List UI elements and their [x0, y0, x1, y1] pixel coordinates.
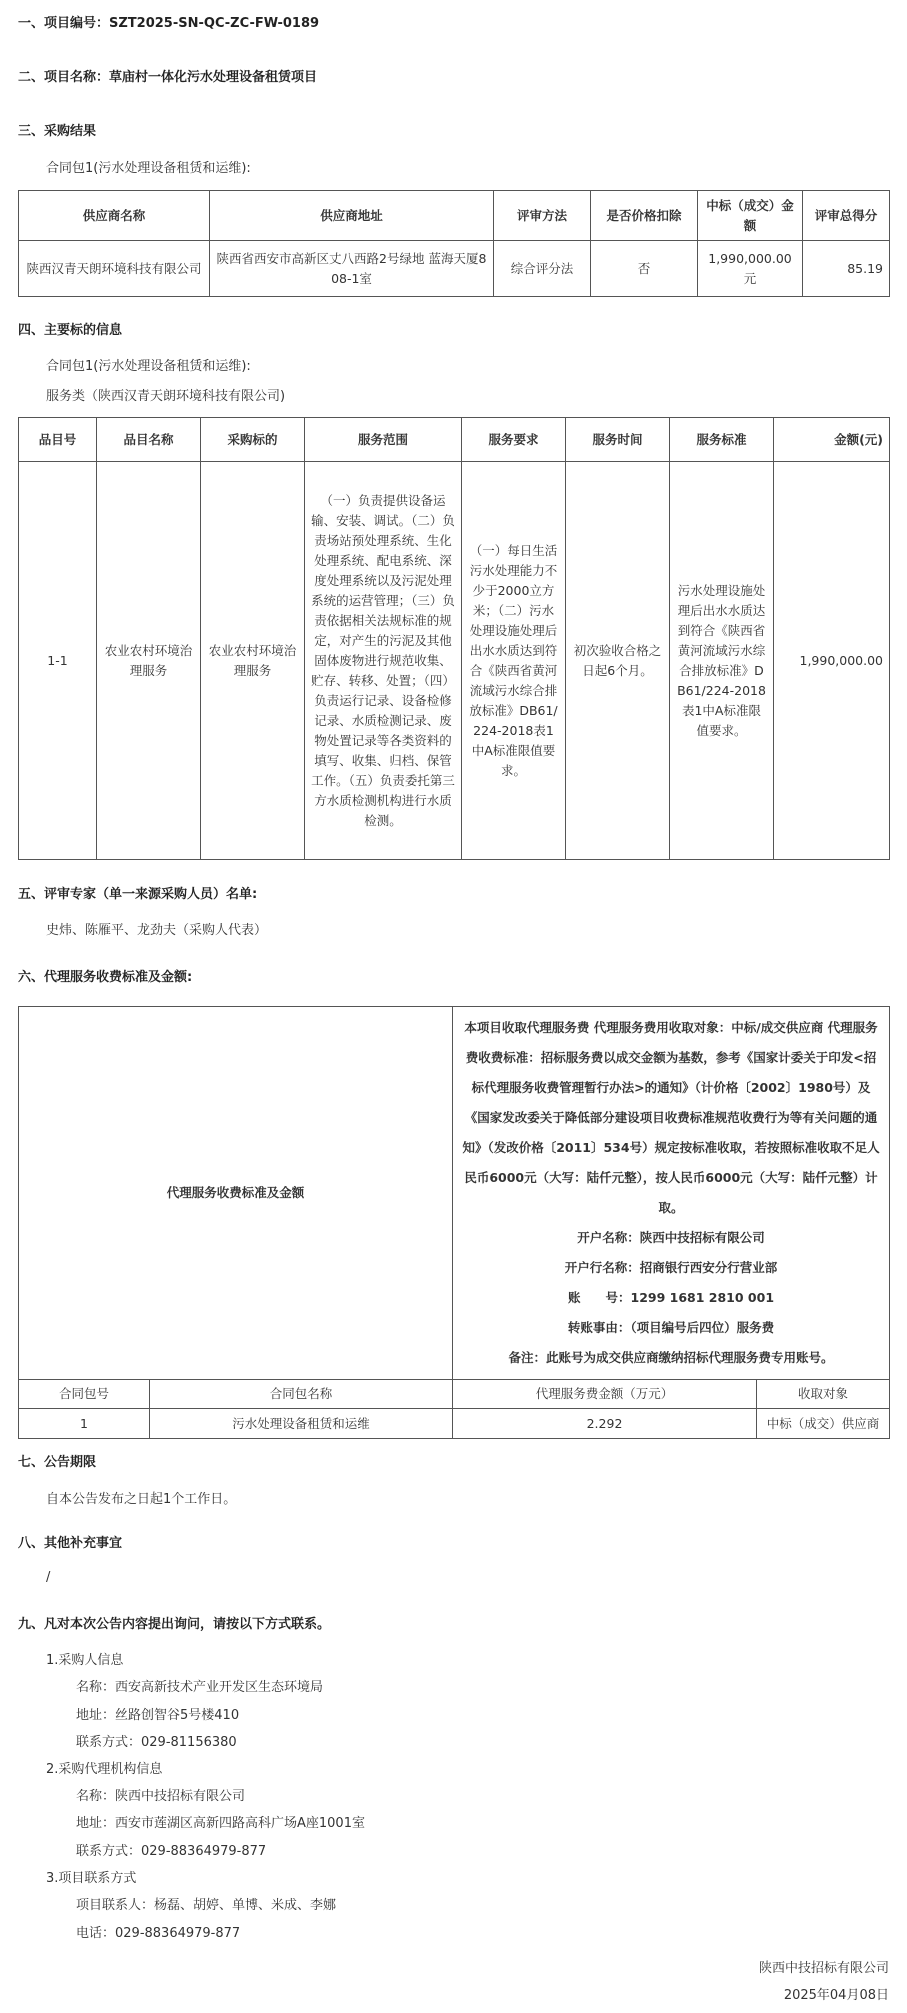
subject-cell-amount: 1,990,000.00 [774, 462, 890, 860]
result-package-label: 合同包1(污水处理设备租赁和运维): [46, 161, 251, 176]
subject-cell-scope: （一）负责提供设备运输、安装、调试。（二）负责场站预处理系统、生化处理系统、配电系统、深度处理系统以及污泥处理系统的运营管理；（三）负责依据相关法规标准的规定，对产生的污泥及其他固体废物进行规范收集、贮存、转移、处置；（四）负责运行记录、设备检修记录、水质检测记录、废物处置记录等各类资料的填写、收集、归档、保管工作。（五）负责委托第三方水质检测机构进行水质检测。 [305, 462, 462, 860]
fee-standard-paragraph: 本项目收取代理服务费 代理服务费用收取对象：中标/成交供应商 代理服务费收费标准：招标服务费以成交金额为基数，参考《国家计委关于印发<招标代理服务收费管理暂行办法>的通知》（计价格〔2002〕1980号）及《国家发改委关于降低部分建设项目收费标准规范收费行为等有关问题的通知》（发改价格〔2011〕534号）规定按标准收取，若按照标准收取不足人民币6000元（大写：陆仟元整），按人民币6000元（大写：陆仟元整）计取。 [462, 1020, 880, 1215]
footer-company: 陕西中技招标有限公司 [758, 1961, 889, 1976]
fee-bank-name: 开户行名称：招商银行西安分行营业部 [564, 1260, 778, 1275]
subject-header-target: 采购标的 [201, 418, 305, 462]
fee-account-number: 账 号：1299 1681 2810 001 [568, 1290, 775, 1305]
section-7-title: 七、公告期限 [18, 1455, 97, 1470]
agent-phone: 联系方式：029-88364979-877 [76, 1844, 267, 1859]
section-1-project-number [18, 12, 319, 31]
project-number-label: 一、项目编号： [18, 16, 110, 31]
section-4-title: 四、主要标的信息 [18, 323, 123, 338]
project-contact-people: 项目联系人：杨磊、胡婷、单博、米成、李娜 [76, 1898, 337, 1913]
fee-cell-payer: 中标（成交）供应商 [757, 1409, 890, 1439]
section-3-title: 三、采购结果 [18, 124, 97, 139]
fee-table [18, 1006, 890, 1439]
fee-header-package-no: 合同包号 [19, 1380, 150, 1409]
section-2-project-name: 二、项目名称：草庙村一体化污水处理设备租赁项目 [18, 70, 318, 85]
fee-header-payer: 收取对象 [757, 1380, 890, 1409]
section-6-title: 六、代理服务收费标准及金额: [18, 970, 193, 985]
buyer-name: 名称：西安高新技术产业开发区生态环境局 [76, 1680, 324, 1695]
notice-period-text: 自本公告发布之日起1个工作日。 [46, 1492, 237, 1507]
buyer-phone: 联系方式：029-81156380 [76, 1735, 237, 1750]
fee-standard-content [453, 1007, 890, 1380]
subject-package-label: 合同包1(污水处理设备租赁和运维): [46, 359, 251, 374]
expert-names: 史炜、陈雁平、龙劲夫（采购人代表） [46, 923, 268, 938]
agent-info-title: 2.采购代理机构信息 [46, 1762, 163, 1777]
buyer-address: 地址：丝路创智谷5号楼410 [76, 1708, 240, 1723]
fee-note: 备注：此账号为成交供应商缴纳招标代理服务费专用账号。 [508, 1350, 834, 1365]
result-cell-method: 综合评分法 [494, 241, 591, 297]
fee-standard-label: 代理服务收费标准及金额 [19, 1007, 453, 1380]
subject-cell-item-no: 1-1 [19, 462, 97, 860]
subject-table [18, 417, 890, 860]
table-row [19, 1409, 890, 1439]
fee-transfer-reason: 转账事由：（项目编号后四位）服务费 [567, 1320, 775, 1335]
table-row [19, 241, 890, 297]
subject-cell-standard: 污水处理设施处理后出水水质达到符合《陕西省黄河流域污水综合排放标准》DB61/224-2018表1中A标准限值要求。 [670, 462, 774, 860]
subject-header-time: 服务时间 [566, 418, 670, 462]
subject-header-requirement: 服务要求 [462, 418, 566, 462]
result-header-address: 供应商地址 [210, 191, 494, 241]
subject-cell-target: 农业农村环境治理服务 [201, 462, 305, 860]
result-header-amount: 中标（成交）金额 [698, 191, 803, 241]
subject-cell-time: 初次验收合格之日起6个月。 [566, 462, 670, 860]
fee-header-amount: 代理服务费金额（万元） [453, 1380, 757, 1409]
section-5-title: 五、评审专家（单一来源采购人员）名单: [18, 887, 258, 902]
result-header-price-deduction: 是否价格扣除 [591, 191, 698, 241]
subject-category-label: 服务类（陕西汉青天朗环境科技有限公司) [46, 389, 286, 404]
agent-address: 地址：西安市莲湖区高新四路高科广场A座1001室 [76, 1816, 365, 1831]
subject-header-scope: 服务范围 [305, 418, 462, 462]
project-number-value: SZT2025-SN-QC-ZC-FW-0189 [109, 16, 320, 31]
section-8-title: 八、其他补充事宜 [18, 1536, 123, 1551]
fee-cell-amount: 2.292 [453, 1409, 757, 1439]
subject-header-item-name: 品目名称 [97, 418, 201, 462]
subject-header-item-no: 品目号 [19, 418, 97, 462]
project-contact-phone: 电话：029-88364979-877 [76, 1926, 241, 1941]
buyer-info-title: 1.采购人信息 [46, 1653, 124, 1668]
footer-date: 2025年04月08日 [783, 1988, 889, 2003]
subject-header-standard: 服务标准 [670, 418, 774, 462]
result-header-score: 评审总得分 [803, 191, 890, 241]
result-cell-supplier: 陕西汉青天朗环境科技有限公司 [19, 241, 210, 297]
result-cell-amount: 1,990,000.00元 [698, 241, 803, 297]
fee-bank-account-name: 开户名称：陕西中技招标有限公司 [577, 1230, 765, 1245]
result-table [18, 190, 890, 297]
supplementary-text: / [46, 1570, 51, 1585]
result-header-supplier: 供应商名称 [19, 191, 210, 241]
section-9-title: 九、凡对本次公告内容提出询问，请按以下方式联系。 [18, 1617, 331, 1632]
fee-cell-package-no: 1 [19, 1409, 150, 1439]
table-row [19, 462, 890, 860]
result-cell-price-deduction: 否 [591, 241, 698, 297]
subject-cell-item-name: 农业农村环境治理服务 [97, 462, 201, 860]
result-cell-address: 陕西省西安市高新区丈八西路2号绿地 蓝海天厦808-1室 [210, 241, 494, 297]
subject-header-amount: 金额(元) [774, 418, 890, 462]
fee-header-package-name: 合同包名称 [150, 1380, 453, 1409]
subject-cell-requirement: （一）每日生活污水处理能力不少于2000立方米；（二）污水处理设施处理后出水水质达到符合《陕西省黄河流域污水综合排放标准》DB61/224-2018表1中A标准限值要求。 [462, 462, 566, 860]
fee-cell-package-name: 污水处理设备租赁和运维 [150, 1409, 453, 1439]
result-cell-score: 85.19 [803, 241, 890, 297]
project-contact-title: 3.项目联系方式 [46, 1871, 137, 1886]
agent-name: 名称：陕西中技招标有限公司 [76, 1789, 246, 1804]
result-header-method: 评审方法 [494, 191, 591, 241]
